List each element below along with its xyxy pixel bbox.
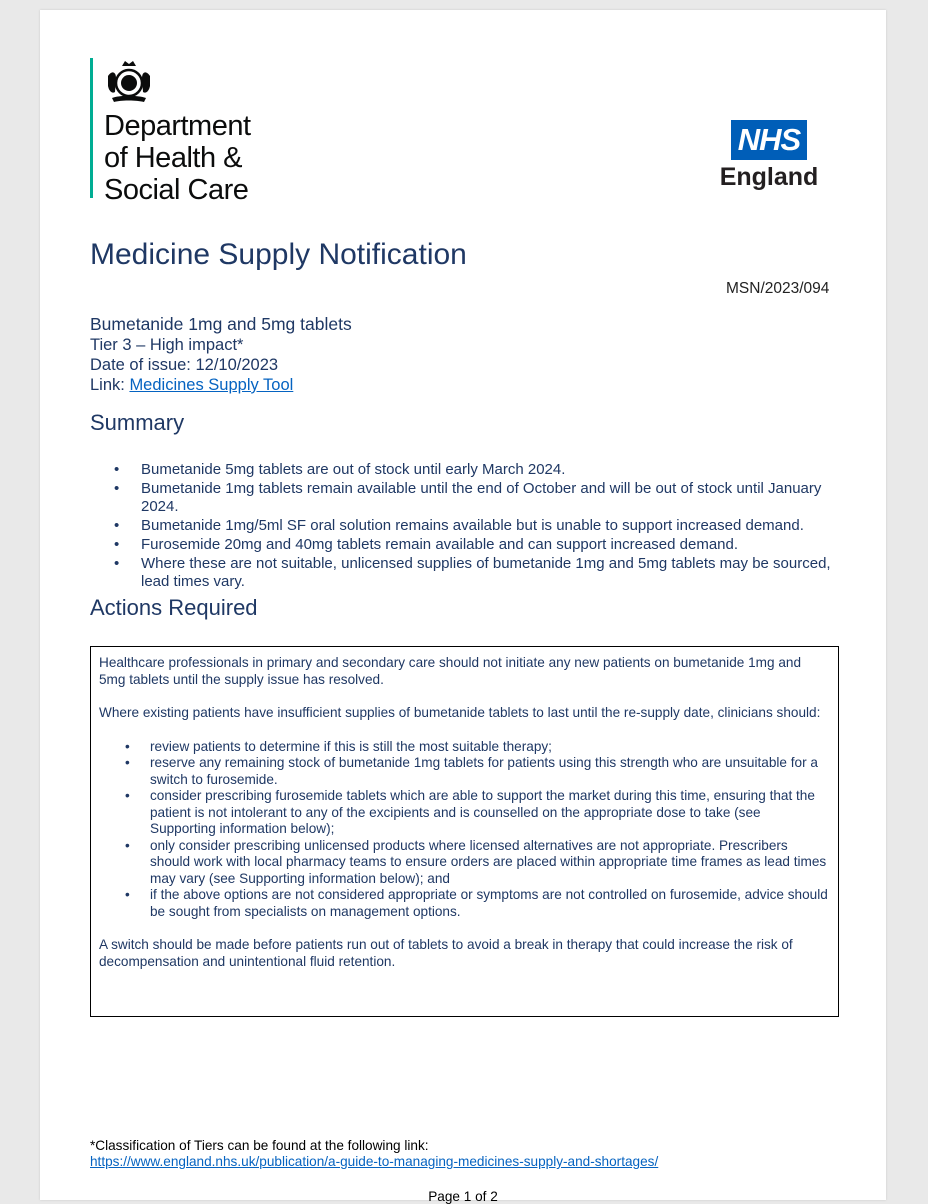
summary-item: • Bumetanide 1mg tablets remain available until the end of October and will be out of stock until January 2024. xyxy=(114,480,854,516)
summary-heading: Summary xyxy=(90,410,185,435)
document-page xyxy=(40,10,886,1204)
dhsc-logo-text xyxy=(104,110,251,206)
actions-heading: Actions Required xyxy=(90,595,258,620)
nhs-england-logo xyxy=(714,120,824,192)
dhsc-logo-line: Social Care xyxy=(104,174,249,206)
summary-item: • Where these are not suitable, unlicensed supplies of bumetanide 1mg and 5mg tablets may be sourced, lead times vary. xyxy=(114,555,854,591)
tier-footnote xyxy=(90,1138,658,1170)
page-title: Medicine Supply Notification xyxy=(90,238,467,271)
actions-lead: Where existing patients have insufficient supplies of bumetanide tablets to last until the re-supply date, clinicians should: xyxy=(99,705,821,720)
summary-item: • Bumetanide 1mg/5ml SF oral solution remains available but is unable to support increased demand. xyxy=(114,517,854,535)
actions-list xyxy=(99,739,830,921)
action-item: • only consider prescribing unlicensed products where licensed alternatives are not appropriate. Prescribers should work with local pharmacy teams to ensure orders are placed within appropriate time frames as lead times may vary (see Supporting information below); and xyxy=(99,838,830,888)
royal-crest-icon xyxy=(104,58,154,104)
dhsc-logo xyxy=(90,58,280,208)
dhsc-logo-bar xyxy=(90,58,93,198)
action-item: • review patients to determine if this is still the most suitable therapy; xyxy=(99,739,830,756)
summary-item: • Furosemide 20mg and 40mg tablets remain available and can support increased demand. xyxy=(114,536,854,554)
action-item: • if the above options are not considered appropriate or symptoms are not controlled on furosemide, advice should be sought from specialists on management options. xyxy=(99,887,830,920)
action-item: • reserve any remaining stock of bumetanide 1mg tablets for patients using this strength who are unsuitable for a switch to furosemide. xyxy=(99,755,830,788)
nhs-logo-box: NHS xyxy=(731,120,807,160)
nhs-logo-region: England xyxy=(719,163,819,191)
dhsc-logo-line: of Health & xyxy=(104,142,242,174)
actions-required-box xyxy=(90,646,839,1017)
issue-date: Date of issue: 12/10/2023 xyxy=(90,356,279,374)
impact-tier: Tier 3 – High impact* xyxy=(90,336,244,354)
actions-closing: A switch should be made before patients run out of tablets to avoid a break in therapy that could increase the risk of decompensation and unintentional fluid retention. xyxy=(99,937,793,969)
medicine-name: Bumetanide 1mg and 5mg tablets xyxy=(90,314,352,334)
action-item: • consider prescribing furosemide tablets which are able to support the market during this time, ensuring that the patient is not intolerant to any of the excipients and is counselled on the appropriate dose to take (see Supporting information below); xyxy=(99,788,830,838)
page-number: Page 1 of 2 xyxy=(428,1189,498,1204)
msn-reference: MSN/2023/094 xyxy=(726,280,830,297)
summary-item: • Bumetanide 5mg tablets are out of stock until early March 2024. xyxy=(114,461,854,479)
link-line xyxy=(90,375,352,395)
actions-intro: Healthcare professionals in primary and secondary care should not initiate any new patients on bumetanide 1mg and 5mg tablets until the supply issue has resolved. xyxy=(99,655,802,687)
tier-guide-link[interactable]: https://www.england.nhs.uk/publication/a-guide-to-managing-medicines-supply-and-shortages/ xyxy=(90,1154,659,1169)
footnote-text: *Classification of Tiers can be found at the following link: xyxy=(90,1138,429,1153)
dhsc-logo-line: Department xyxy=(104,110,251,142)
medicines-supply-tool-link[interactable]: Medicines Supply Tool xyxy=(129,376,294,394)
link-prefix: Link: xyxy=(90,376,130,394)
summary-list xyxy=(114,461,854,592)
medicine-info xyxy=(90,313,352,395)
